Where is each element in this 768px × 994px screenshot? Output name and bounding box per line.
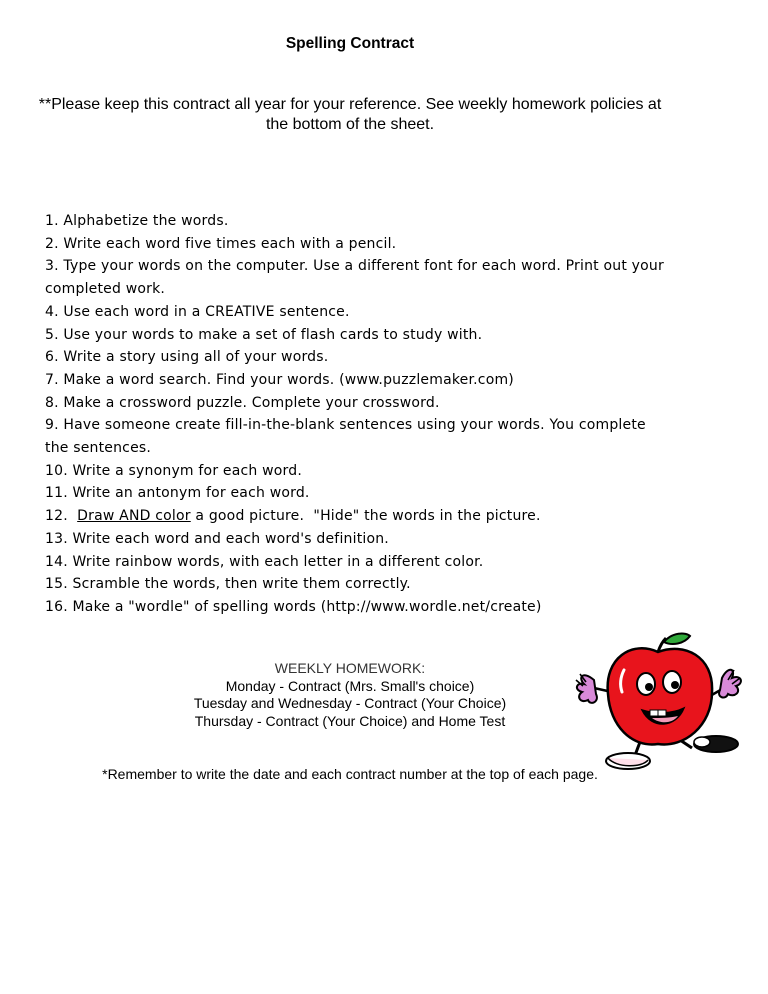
list-item: 1. Alphabetize the words. bbox=[45, 213, 229, 229]
list-item: 10. Write a synonym for each word. bbox=[45, 462, 302, 479]
list-item: 6. Write a story using all of your words. bbox=[45, 349, 329, 366]
weekly-homework bbox=[140, 660, 560, 730]
list-item: 5. Use your words to make a set of flash cards to study with. bbox=[45, 326, 483, 343]
homework-heading: WEEKLY HOMEWORK: bbox=[274, 660, 426, 676]
apple-character-icon bbox=[572, 630, 744, 772]
item-number: 12. bbox=[45, 508, 78, 525]
list-item-12 bbox=[45, 505, 665, 528]
contract-list bbox=[45, 210, 665, 619]
list-item: 9. Have someone create fill-in-the-blank sentences using your words. You complete the sentences. bbox=[45, 417, 646, 457]
item-text: a good picture. "Hide" the words in the picture. bbox=[190, 508, 541, 525]
list-item: 3. Type your words on the computer. Use a different font for each word. Print out your completed work. bbox=[45, 258, 664, 298]
reference-note: **Please keep this contract all year for your reference. See weekly homework policies at the bottom of the sheet. bbox=[38, 96, 662, 133]
page-title: Spelling Contract bbox=[285, 35, 415, 52]
list-item: 15. Scramble the words, then write them correctly. bbox=[45, 576, 411, 593]
list-item: 7. Make a word search. Find your words. (www.puzzlemaker.com) bbox=[45, 371, 514, 388]
homework-line: Monday - Contract (Mrs. Small's choice) bbox=[225, 677, 475, 694]
list-item: 2. Write each word five times each with a pencil. bbox=[45, 235, 397, 252]
homework-line: Thursday - Contract (Your Choice) and Home Test bbox=[194, 712, 506, 729]
list-item: 8. Make a crossword puzzle. Complete your crossword. bbox=[45, 394, 440, 411]
underlined-text: Draw AND color bbox=[77, 508, 191, 525]
list-item: 16. Make a "wordle" of spelling words (http://www.wordle.net/create) bbox=[45, 598, 542, 615]
list-item: 14. Write rainbow words, with each letter in a different color. bbox=[45, 553, 484, 570]
list-item: 13. Write each word and each word's definition. bbox=[45, 530, 389, 547]
homework-line: Tuesday and Wednesday - Contract (Your Choice) bbox=[193, 695, 507, 711]
list-item: 4. Use each word in a CREATIVE sentence. bbox=[45, 303, 350, 320]
reminder-note: *Remember to write the date and each contract number at the top of each page. bbox=[102, 766, 598, 782]
list-item: 11. Write an antonym for each word. bbox=[45, 485, 310, 502]
